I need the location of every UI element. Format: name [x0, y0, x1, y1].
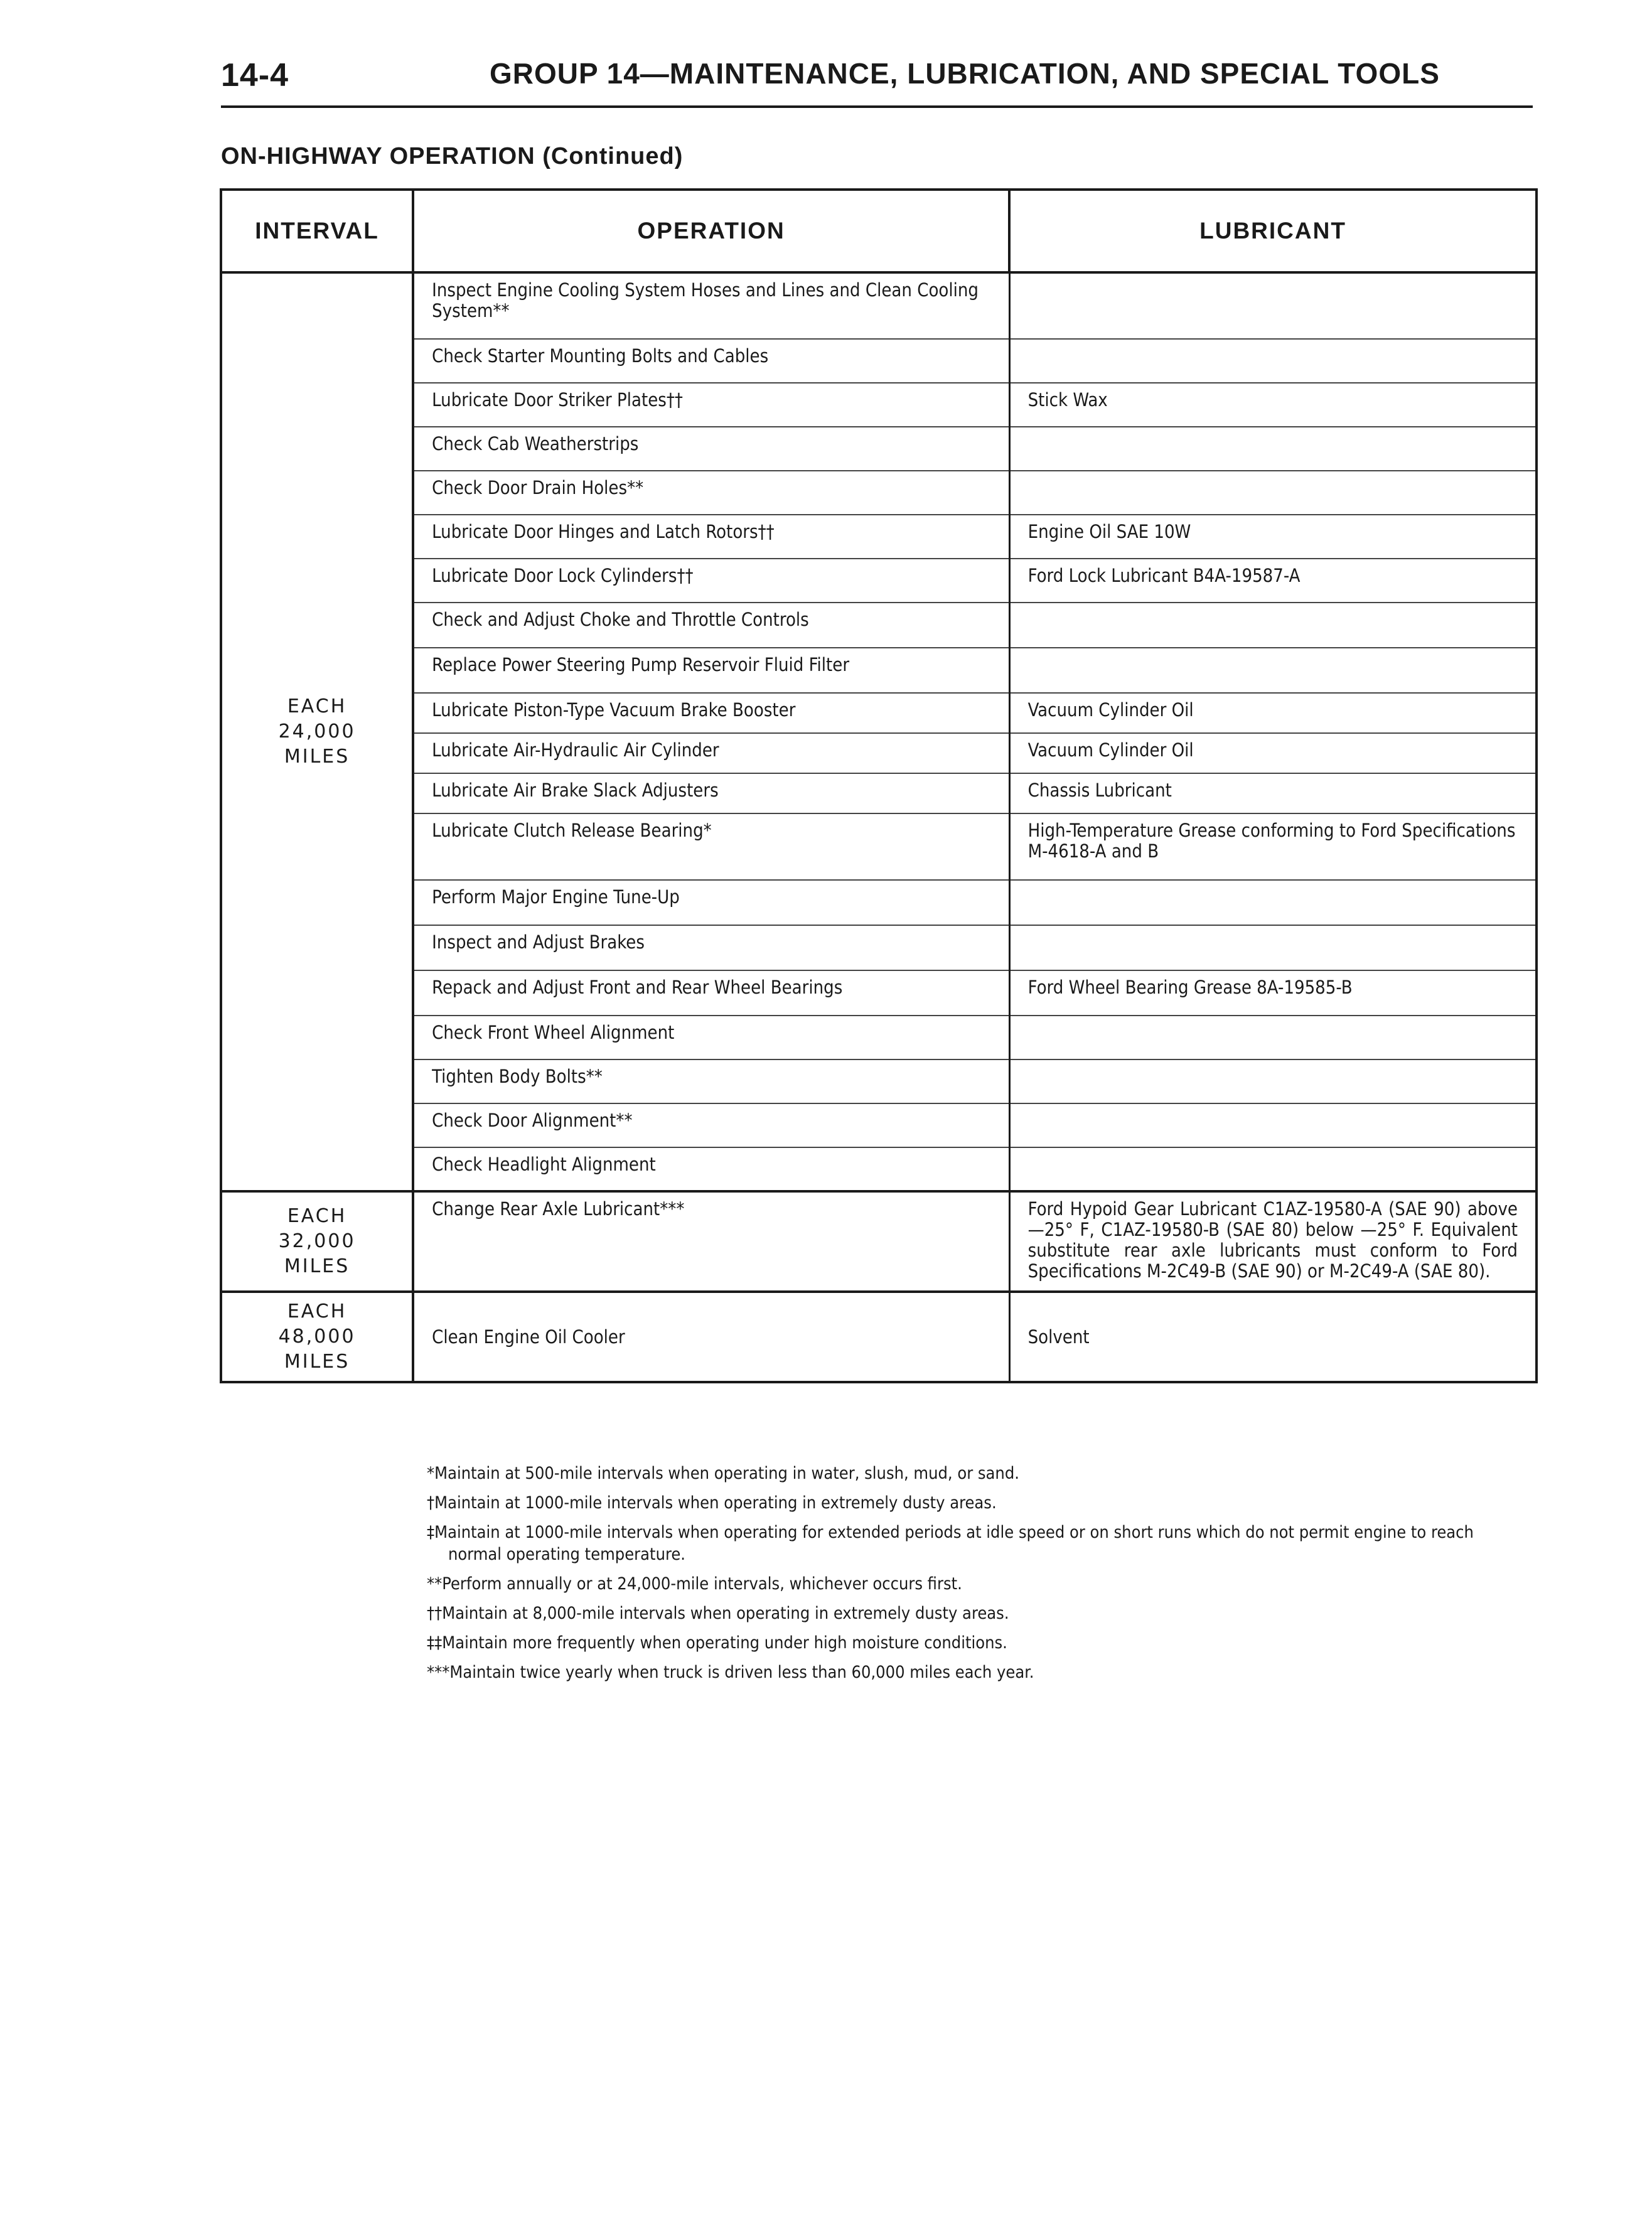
table-row [221, 515, 1537, 559]
table-row [221, 693, 1537, 733]
lubricant-cell: Vacuum Cylinder Oil [1009, 693, 1537, 733]
lubricant-cell: Ford Hypoid Gear Lubricant C1AZ-19580-A (SAE 90) above —25° F, C1AZ-19580-B (SAE 80) below —25° F. Equivalent substitute rear axle lubricants must conform to Ford Specifications M-2C49-B (SAE 90) or M-2C49-A (SAE 80). [1009, 1191, 1537, 1292]
lubricant-cell [1009, 1103, 1537, 1147]
operation-cell: Lubricate Door Hinges and Latch Rotors†† [413, 515, 1009, 559]
lubricant-cell [1009, 1016, 1537, 1059]
lubricant-cell: Ford Wheel Bearing Grease 8A-19585-B [1009, 970, 1537, 1016]
table-row [221, 1191, 1537, 1292]
lubricant-cell [1009, 648, 1537, 693]
footnote: ‡‡Maintain more frequently when operating under high moisture conditions. [427, 1633, 1007, 1653]
lubricant-cell: Solvent [1009, 1292, 1537, 1382]
operation-cell: Check Front Wheel Alignment [413, 1016, 1009, 1059]
column-header-lubricant: LUBRICANT [1009, 190, 1537, 272]
lubricant-cell: High-Temperature Grease conforming to Ford Specifications M-4618-A and B [1009, 813, 1537, 880]
interval-cell [221, 1191, 413, 1292]
interval-line: EACH [287, 695, 347, 717]
interval-line: MILES [284, 1351, 350, 1373]
table-row [221, 648, 1537, 693]
table-row [221, 272, 1537, 339]
table-row [221, 773, 1537, 813]
table-row [221, 383, 1537, 427]
lubricant-cell: Ford Lock Lubricant B4A-19587-A [1009, 559, 1537, 603]
table-row [221, 603, 1537, 648]
operation-cell: Check Cab Weatherstrips [413, 427, 1009, 471]
page-number: 14-4 [221, 57, 289, 94]
table-row [221, 427, 1537, 471]
footnote: ††Maintain at 8,000-mile intervals when operating in extremely dusty areas. [427, 1604, 1009, 1623]
lubricant-cell: Vacuum Cylinder Oil [1009, 733, 1537, 773]
table-row [221, 1059, 1537, 1103]
header-rule [221, 105, 1533, 108]
interval-line: 48,000 [278, 1326, 356, 1348]
table-row [221, 925, 1537, 970]
operation-cell: Inspect Engine Cooling System Hoses and Lines and Clean Cooling System** [413, 272, 1009, 339]
lubricant-cell [1009, 880, 1537, 925]
table-body [221, 272, 1537, 1382]
table-row [221, 1016, 1537, 1059]
lubricant-cell [1009, 1059, 1537, 1103]
operation-cell: Check Door Drain Holes** [413, 471, 1009, 515]
lubricant-cell [1009, 339, 1537, 383]
lubricant-cell: Engine Oil SAE 10W [1009, 515, 1537, 559]
lubricant-cell [1009, 925, 1537, 970]
interval-line: EACH [287, 1301, 347, 1322]
interval-line: 24,000 [278, 721, 356, 743]
table-row [221, 1103, 1537, 1147]
lubricant-cell [1009, 603, 1537, 648]
operation-cell: Lubricate Air Brake Slack Adjusters [413, 773, 1009, 813]
operation-cell: Check Headlight Alignment [413, 1147, 1009, 1191]
table-row [221, 1292, 1537, 1382]
table-row [221, 813, 1537, 880]
operation-cell: Check Starter Mounting Bolts and Cables [413, 339, 1009, 383]
footnotes [427, 1462, 1531, 1691]
operation-cell: Lubricate Air-Hydraulic Air Cylinder [413, 733, 1009, 773]
operation-cell: Change Rear Axle Lubricant*** [413, 1191, 1009, 1292]
interval-cell [221, 272, 413, 1191]
interval-line: EACH [287, 1205, 347, 1227]
operation-cell: Inspect and Adjust Brakes [413, 925, 1009, 970]
footnote: *Maintain at 500-mile intervals when operating in water, slush, mud, or sand. [427, 1464, 1019, 1483]
table-row [221, 471, 1537, 515]
operation-cell: Replace Power Steering Pump Reservoir Fluid Filter [413, 648, 1009, 693]
lubricant-cell [1009, 272, 1537, 339]
footnote: †Maintain at 1000-mile intervals when operating in extremely dusty areas. [427, 1493, 997, 1513]
operation-cell: Tighten Body Bolts** [413, 1059, 1009, 1103]
interval-cell [221, 1292, 413, 1382]
table-header-row [221, 190, 1537, 272]
column-header-operation: OPERATION [413, 190, 1009, 272]
operation-cell: Perform Major Engine Tune-Up [413, 880, 1009, 925]
operation-cell: Check Door Alignment** [413, 1103, 1009, 1147]
lubricant-cell: Chassis Lubricant [1009, 773, 1537, 813]
lubricant-cell [1009, 427, 1537, 471]
table-row [221, 339, 1537, 383]
footnote: ‡Maintain at 1000-mile intervals when operating for extended periods at idle speed or on short runs which do not permit engine to reach normal operating temperature. [427, 1523, 1474, 1564]
operation-cell: Lubricate Door Lock Cylinders†† [413, 559, 1009, 603]
interval-line: MILES [284, 746, 350, 768]
lubricant-cell [1009, 1147, 1537, 1191]
lubricant-cell [1009, 471, 1537, 515]
table-row [221, 1147, 1537, 1191]
lubricant-cell: Stick Wax [1009, 383, 1537, 427]
operation-cell: Lubricate Piston-Type Vacuum Brake Booster [413, 693, 1009, 733]
group-title: GROUP 14—MAINTENANCE, LUBRICATION, AND SPECIAL TOOLS [490, 57, 1440, 90]
operation-cell: Repack and Adjust Front and Rear Wheel Bearings [413, 970, 1009, 1016]
operation-cell: Lubricate Door Striker Plates†† [413, 383, 1009, 427]
column-header-interval: INTERVAL [221, 190, 413, 272]
interval-line: 32,000 [278, 1230, 356, 1252]
operation-cell: Clean Engine Oil Cooler [413, 1292, 1009, 1382]
section-heading: ON-HIGHWAY OPERATION (Continued) [221, 143, 684, 169]
interval-line: MILES [284, 1255, 350, 1277]
footnote: **Perform annually or at 24,000-mile intervals, whichever occurs first. [427, 1574, 962, 1594]
table-row [221, 733, 1537, 773]
maintenance-table [220, 188, 1538, 1383]
table-row [221, 880, 1537, 925]
operation-cell: Lubricate Clutch Release Bearing* [413, 813, 1009, 880]
table-row [221, 970, 1537, 1016]
footnote: ***Maintain twice yearly when truck is driven less than 60,000 miles each year. [427, 1663, 1034, 1682]
table-row [221, 559, 1537, 603]
operation-cell: Check and Adjust Choke and Throttle Controls [413, 603, 1009, 648]
